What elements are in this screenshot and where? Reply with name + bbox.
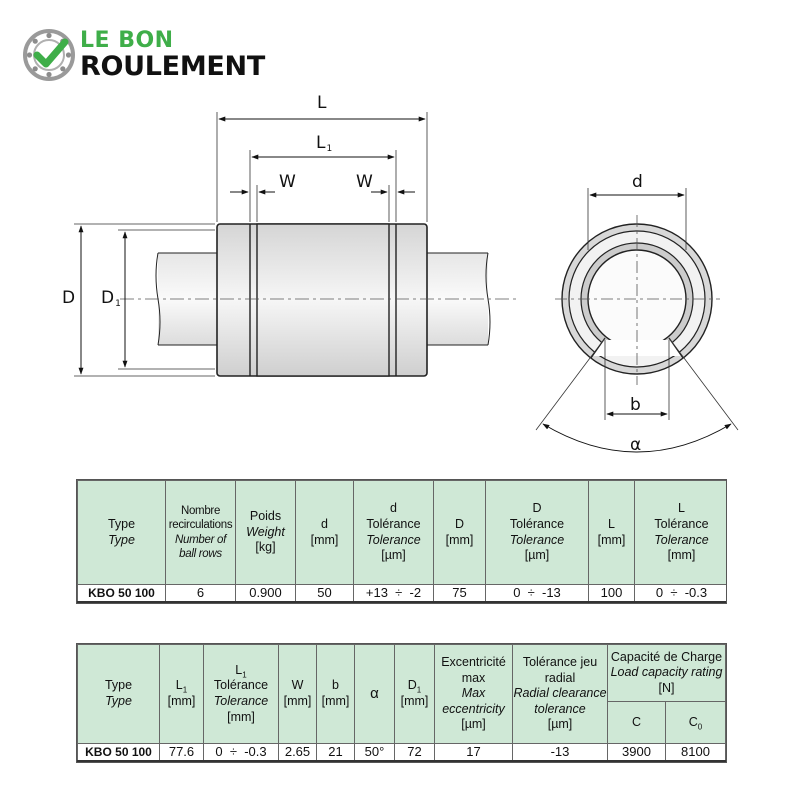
header-L: L [mm] [589,481,635,585]
header-C: C [608,702,666,744]
label-W-left: W [279,172,296,192]
header-weight: Poids Weight [kg] [236,481,296,585]
header-C0: $C_0$ [666,702,726,744]
logo-text-top: LE BON [80,28,174,53]
header-D: D [mm] [434,481,486,585]
cell-L-tol: 0 ÷ -0.3 [635,585,728,603]
table-row [78,585,728,603]
front-view [536,172,738,455]
table-row [78,744,726,762]
cell-b: 21 [317,744,355,762]
label-L: L [317,93,327,113]
logo-text-bottom: ROULEMENT [80,51,265,82]
cell-D: 75 [434,585,486,603]
cell-ecc: 17 [435,744,513,762]
cell-D1: 72 [395,744,435,762]
header-D1: $D_1$ [mm] [395,645,435,744]
header-type: Type Type [78,645,160,744]
cell-type: KBO 50 100 [78,585,166,603]
specs-table-1 [76,479,727,604]
cell-type: KBO 50 100 [78,744,160,762]
side-view [62,93,520,376]
header-W: W [mm] [279,645,317,744]
label-W-right: W [356,172,373,192]
header-ball-rows: Nombre recirculations Number of ball rows [166,481,236,585]
cell-D-tol: 0 ÷ -13 [486,585,589,603]
cell-clr: -13 [513,744,608,762]
header-type: Type Type [78,481,166,585]
header-d: d [mm] [296,481,354,585]
cell-L1-tol: 0 ÷ -0.3 [204,744,279,762]
cell-C: 3900 [608,744,666,762]
label-d: d [632,172,643,192]
cell-d: 50 [296,585,354,603]
label-L1: L1 [316,133,333,154]
label-D1: D1 [101,288,121,309]
label-b: b [630,395,641,415]
cell-alpha: 50° [355,744,395,762]
header-alpha: α [355,645,395,744]
cell-rows: 6 [166,585,236,603]
header-eccentricity: Excentricité max Max eccentricity [µm] [435,645,513,744]
cell-d-tol: +13 ÷ -2 [354,585,434,603]
label-alpha: α [630,435,642,455]
header-radial-clearance: Tolérance jeu radial Radial clearance tolerance [µm] [513,645,608,744]
header-L1: $L_1$ [mm] [160,645,204,744]
cell-weight: 0.900 [236,585,296,603]
label-D: D [62,288,76,308]
header-L-tolerance: L Tolérance Tolerance [mm] [635,481,728,585]
header-b: b [mm] [317,645,355,744]
cell-L: 100 [589,585,635,603]
cell-W: 2.65 [279,744,317,762]
cell-L1: 77.6 [160,744,204,762]
cell-C0: 8100 [666,744,726,762]
header-D-tolerance: D Tolérance Tolerance [µm] [486,481,589,585]
header-d-tolerance: d Tolérance Tolerance [µm] [354,481,434,585]
header-load-capacity: Capacité de Charge Load capacity rating [N] [608,645,726,702]
specs-table-2 [76,643,727,763]
header-L1-tolerance: $L_1$ Tolérance Tolerance [mm] [204,645,279,744]
